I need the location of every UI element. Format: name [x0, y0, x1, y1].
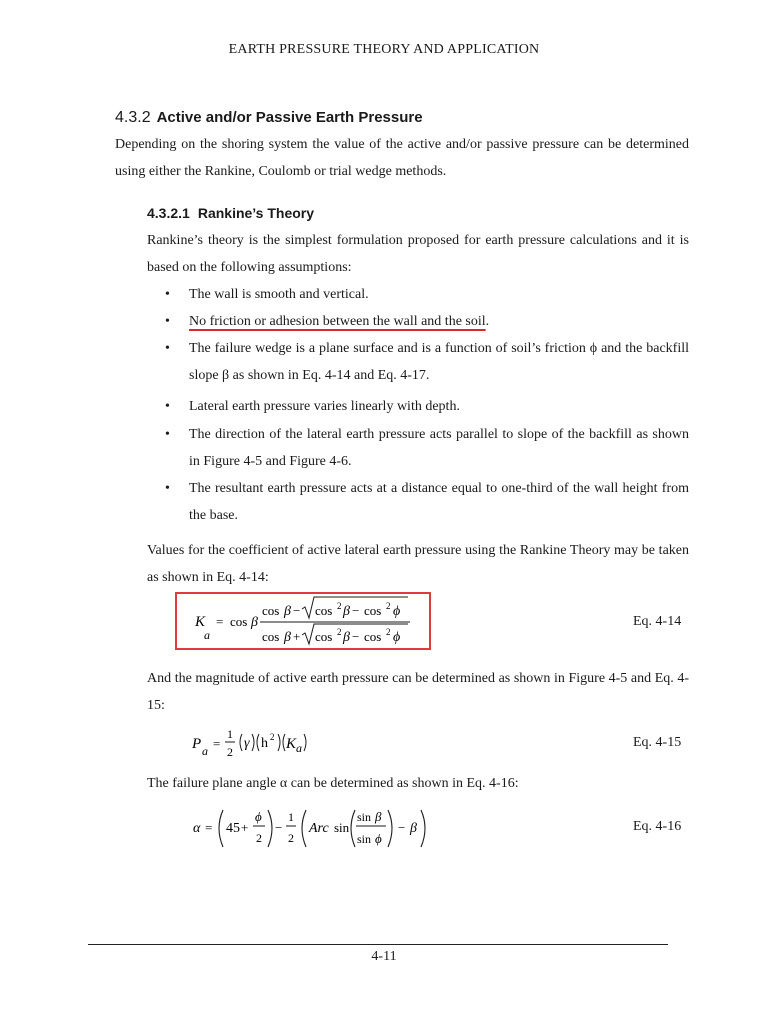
eq15-equals: =	[213, 736, 221, 751]
eq14-den-a: cos	[262, 629, 280, 644]
list-item	[165, 281, 689, 308]
equation-label: Eq. 4-14	[633, 614, 682, 629]
subsection-heading	[147, 205, 314, 221]
eq15-paren	[283, 734, 285, 751]
eq15-half-den: 2	[227, 745, 233, 759]
eq14-den-phi: ϕ	[393, 630, 401, 645]
eq15-k: K	[286, 736, 297, 752]
eq14-num-sq2: 2	[386, 601, 391, 611]
eq16-paren	[219, 810, 223, 847]
eq14-num-a: cos	[262, 603, 280, 618]
eq14-num-minus2: −	[352, 603, 360, 618]
eq16-paren	[351, 810, 355, 847]
eq14-equals: =	[216, 614, 224, 629]
eq15-half-num: 1	[227, 727, 233, 741]
eq15-h: h	[261, 736, 268, 751]
eq14-den-sq2: 2	[386, 627, 391, 637]
subsection-number: 4.3.2.1	[147, 205, 190, 221]
eq15-lhs-sub: a	[202, 744, 208, 758]
section-heading	[115, 109, 423, 127]
bullet-icon: •	[165, 427, 170, 442]
equation-label: Eq. 4-16	[633, 819, 682, 834]
equation-label: Eq. 4-15	[633, 735, 682, 750]
subsection-title: Rankine’s Theory	[197, 205, 315, 221]
eq16-45: 45	[226, 821, 240, 836]
eq15-paren	[278, 734, 280, 751]
eq16-minus2: −	[398, 820, 406, 835]
eq16-paren	[421, 810, 425, 847]
footer-rule	[88, 944, 668, 945]
eq16-equals: =	[205, 820, 213, 835]
bullet-icon: •	[165, 399, 170, 414]
page-number: 4-11	[371, 949, 397, 964]
eq14-coef: cos	[230, 614, 248, 629]
eq16-beta: β	[410, 821, 417, 836]
eq16-half-num: 1	[288, 810, 294, 824]
list-item-text-underlined: No friction or adhesion between the wall and the soil	[189, 314, 486, 329]
section-title: Active and/or Passive Earth Pressure	[156, 109, 423, 126]
list-item	[165, 393, 689, 420]
eq14-num-phi: ϕ	[393, 604, 401, 619]
eq16-plus: +	[241, 820, 249, 835]
eq14-den-sq1: 2	[337, 627, 342, 637]
eq14-num-sq1: 2	[337, 601, 342, 611]
eq14-den-minus: −	[352, 629, 360, 644]
eq14-num-beta2: β	[343, 604, 350, 619]
eq15-h-sq: 2	[270, 732, 275, 742]
list-item-text: The direction of the lateral earth pressure acts parallel to slope of the backfill as shown in Figure 4-5 and Figure 4-6.	[189, 427, 689, 469]
subsection-intro-paragraph: Rankine’s theory is the simplest formulation proposed for earth pressure calculations and it is based on the following assumptions:	[147, 233, 689, 275]
eq16-half-den: 2	[288, 831, 294, 845]
eq14-num-beta: β	[284, 604, 291, 619]
equation-4-15	[190, 724, 340, 766]
eq14-lhs-sub: a	[204, 628, 210, 642]
eq14-coef-beta: β	[251, 615, 258, 630]
section-number: 4.3.2	[115, 109, 151, 126]
alpha-intro-paragraph: The failure plane angle α can be determined as shown in Eq. 4-16:	[147, 776, 519, 791]
eq15-paren	[257, 734, 259, 751]
list-item-text: The failure wedge is a plane surface and is a function of soil’s friction ϕ and the backfill slope β as shown in Eq. 4-14 and Eq. 4-17.	[189, 341, 689, 383]
eq14-den-beta: β	[284, 630, 291, 645]
list-item-trailing: .	[485, 314, 490, 329]
list-item-text: The resultant earth pressure acts at a distance equal to one-third of the wall height from the base.	[189, 481, 689, 523]
eq16-arc: Arc	[309, 821, 329, 836]
pa-intro-paragraph: And the magnitude of active earth pressure can be determined as shown in Figure 4-5 and Eq. 4-15:	[147, 671, 689, 713]
eq16-paren	[302, 810, 306, 847]
eq14-num-c: cos	[364, 603, 382, 618]
eq16-lhs: α	[193, 821, 201, 836]
eq15-lhs: P	[192, 736, 202, 752]
eq16-sin: sin	[334, 820, 350, 835]
list-item	[165, 421, 689, 475]
equation-4-14	[188, 594, 428, 648]
bullet-icon: •	[165, 341, 170, 356]
eq15-paren	[304, 734, 306, 751]
ka-intro-paragraph: Values for the coefficient of active lateral earth pressure using the Rankine Theory may be taken as shown in Eq. 4-14:	[147, 543, 689, 585]
eq14-num-b: cos	[315, 603, 333, 618]
list-item-text: Lateral earth pressure varies linearly with depth.	[189, 399, 460, 414]
list-item-text: The wall is smooth and vertical.	[189, 287, 369, 302]
eq14-den-b: cos	[315, 629, 333, 644]
eq16-two: 2	[256, 831, 262, 845]
running-header: EARTH PRESSURE THEORY AND APPLICATION	[228, 42, 540, 57]
bullet-icon: •	[165, 314, 170, 329]
section-intro-paragraph: Depending on the shoring system the value of the active and/or passive pressure can be determined using either the Rankine, Coulomb or trial wedge methods.	[115, 137, 689, 179]
list-item	[165, 475, 689, 529]
eq15-k-sub: a	[296, 741, 302, 755]
eq16-paren	[268, 810, 272, 847]
eq14-den-c: cos	[364, 629, 382, 644]
eq14-den-beta2: β	[343, 630, 350, 645]
eq15-paren	[240, 734, 242, 751]
eq14-den-op: +	[293, 629, 301, 644]
list-item	[165, 335, 689, 389]
eq14-lhs: K	[195, 614, 206, 630]
eq16-minus: −	[275, 820, 283, 835]
eq16-phi-den: ϕ	[375, 831, 382, 846]
eq14-num-op: −	[293, 603, 301, 618]
eq15-gamma: γ	[244, 736, 250, 751]
eq16-sin-num: sin	[357, 810, 372, 824]
list-item	[165, 308, 689, 335]
eq15-paren	[252, 734, 254, 751]
eq16-beta-num: β	[375, 809, 382, 824]
eq16-phi: ϕ	[255, 809, 262, 824]
bullet-icon: •	[165, 481, 170, 496]
equation-4-16	[192, 806, 432, 852]
eq16-paren	[388, 810, 392, 847]
eq16-sin-den: sin	[357, 832, 372, 846]
bullet-icon: •	[165, 287, 170, 302]
